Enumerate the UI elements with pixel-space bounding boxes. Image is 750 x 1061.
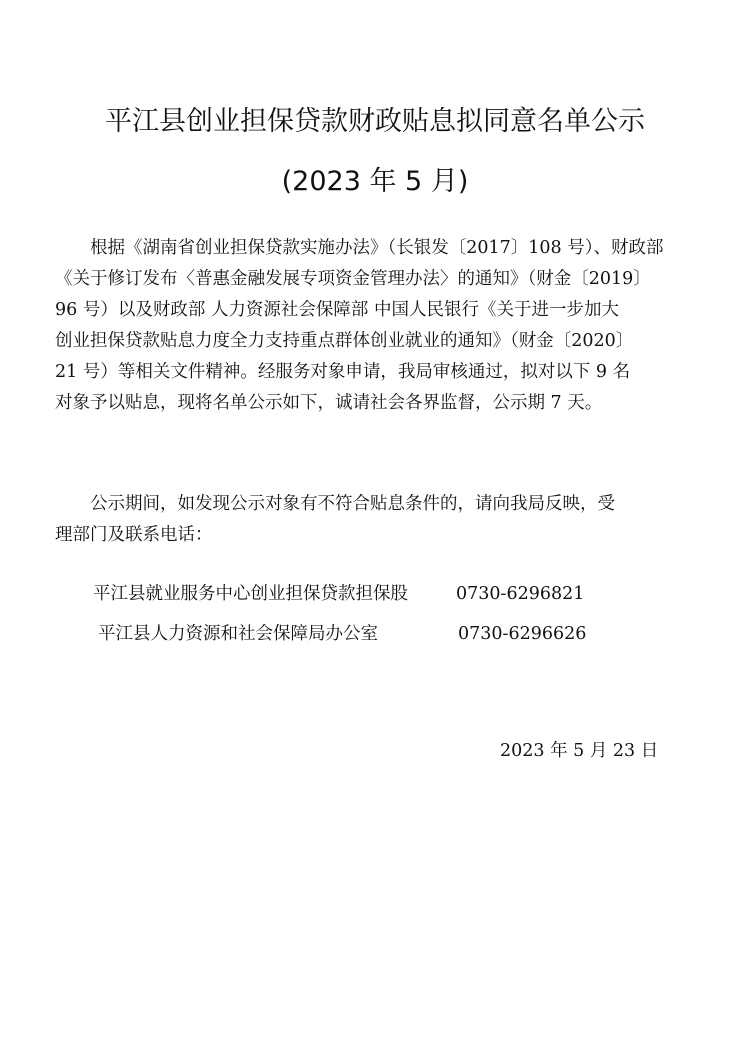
paragraph-line: 根据《湖南省创业担保贷款实施办法》（长银发〔2017〕108 号）、财政部: [55, 238, 664, 258]
contact-name: 平江县人力资源和社会保障局办公室: [98, 624, 378, 644]
paragraph-line: 对象予以贴息，现将名单公示如下，诚请社会各界监督，公示期 7 天。: [55, 393, 603, 413]
contact-phone: 0730-6296626: [458, 624, 587, 644]
paragraph-line: 21 号）等相关文件精神。经服务对象申请，我局审核通过，拟对以下 9 名: [55, 362, 631, 382]
contact-entry-guarantee-section: [93, 580, 693, 608]
paragraph-line: 理部门及联系电话：: [55, 525, 213, 545]
paragraph-line: 公示期间，如发现公示对象有不符合贴息条件的，请向我局反映，受: [55, 494, 615, 514]
contact-name: 平江县就业服务中心创业担保贷款担保股: [93, 584, 408, 604]
publish-date: 2023 年 5 月 23 日: [500, 741, 659, 761]
page-subtitle: (2023 年 5 月): [281, 166, 469, 197]
contact-entry-hrss-office: [98, 620, 698, 648]
paragraph-line: 96 号）以及财政部 人力资源社会保障部 中国人民银行《关于进一步加大: [55, 300, 619, 320]
page-title: 平江县创业担保贷款财政贴息拟同意名单公示: [105, 106, 645, 137]
paragraph-line: 创业担保贷款贴息力度全力支持重点群体创业就业的通知》（财金〔2020〕: [55, 331, 634, 351]
notice-paragraph-basis: [55, 233, 699, 419]
paragraph-line: 《关于修订发布〈普惠金融发展专项资金管理办法〉的通知》（财金〔2019〕: [55, 269, 651, 289]
contact-phone: 0730-6296821: [456, 584, 585, 604]
notice-paragraph-feedback: [55, 489, 699, 551]
